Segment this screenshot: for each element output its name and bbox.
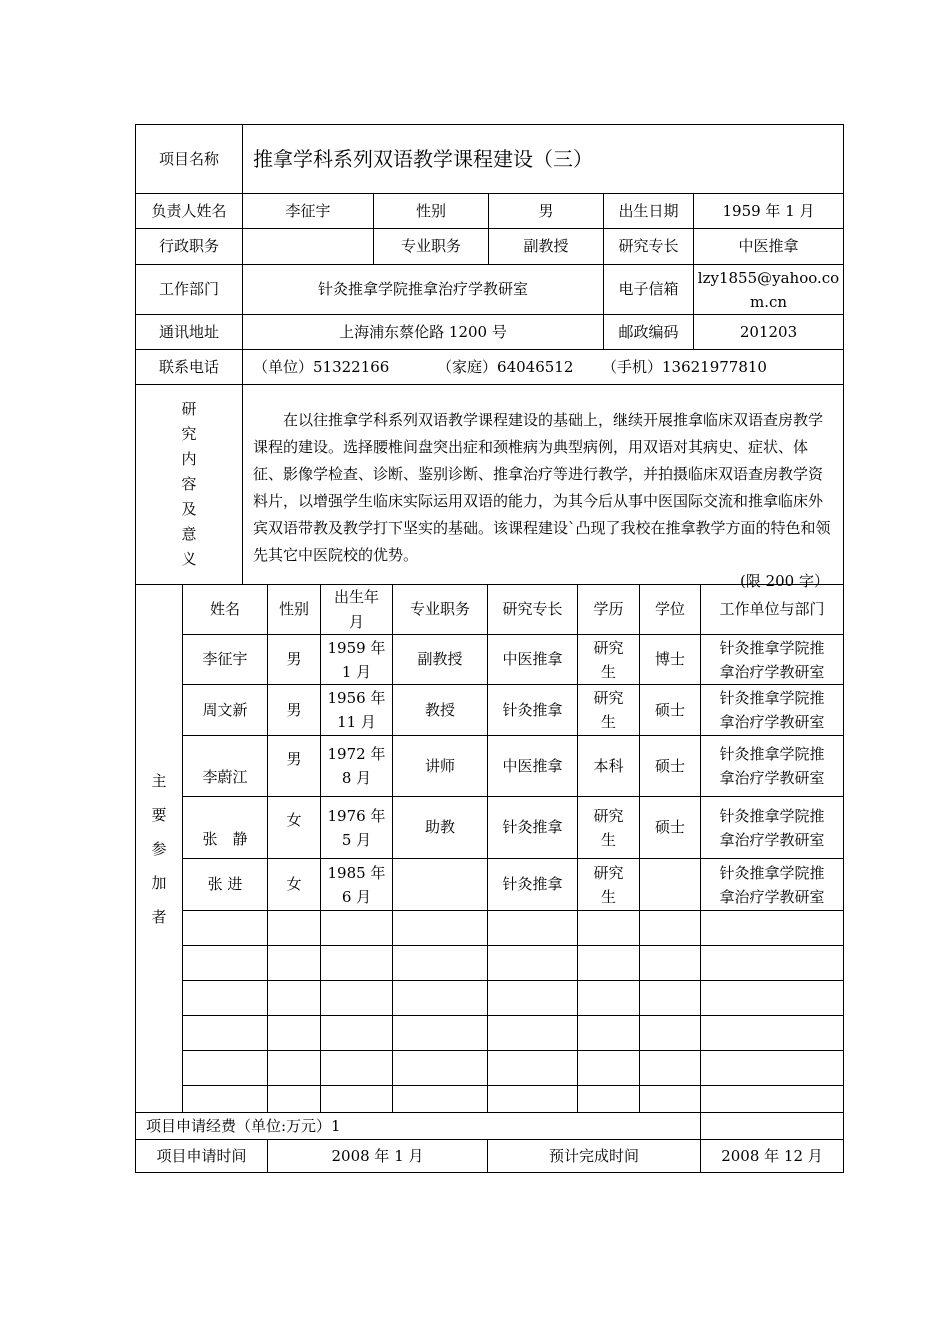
empty-table-cell — [321, 1016, 393, 1051]
empty-table-cell — [393, 1016, 488, 1051]
empty-table-cell — [183, 981, 268, 1016]
unit-part: 拿治疗学教研室 — [719, 662, 825, 681]
participants-label-char: 加 — [151, 873, 167, 892]
participant-unit — [701, 635, 843, 685]
empty-table-cell — [701, 981, 843, 1016]
research-label — [136, 385, 243, 585]
empty-table-cell — [321, 911, 393, 946]
unit-part: 针灸推拿学院推 — [719, 745, 825, 763]
empty-table-cell — [488, 911, 578, 946]
education-part: 本科 — [593, 757, 624, 775]
participant-title: 教授 — [393, 685, 488, 736]
empty-table-cell — [488, 946, 578, 981]
participant-specialty: 针灸推拿 — [488, 685, 578, 736]
header-specialty: 研究专长 — [488, 585, 578, 635]
participant-birth — [321, 635, 393, 685]
empty-table-cell — [183, 1016, 268, 1051]
empty-table-cell — [701, 946, 843, 981]
empty-table-cell — [578, 981, 640, 1016]
participant-specialty: 中医推拿 — [488, 635, 578, 685]
participant-education — [578, 859, 640, 911]
participant-specialty: 中医推拿 — [488, 736, 578, 797]
participant-degree: 硕士 — [640, 797, 701, 859]
empty-table-cell — [640, 946, 701, 981]
empty-table-cell — [268, 1086, 321, 1113]
header-title: 专业职务 — [393, 585, 488, 635]
leader-gender: 男 — [489, 194, 604, 229]
participant-specialty: 针灸推拿 — [488, 797, 578, 859]
email — [694, 265, 843, 315]
admin-title — [243, 229, 374, 265]
empty-table-cell — [183, 1051, 268, 1086]
participant-education — [578, 797, 640, 859]
funding-value — [701, 1113, 843, 1140]
birth-year: 1959 年 — [327, 638, 386, 657]
empty-table-cell — [640, 1051, 701, 1086]
empty-table-cell — [393, 981, 488, 1016]
participant-name: 李征宇 — [183, 635, 268, 685]
education-part: 研究 — [593, 689, 624, 707]
participant-unit — [701, 797, 843, 859]
empty-table-cell — [393, 946, 488, 981]
empty-table-cell — [321, 981, 393, 1016]
unit-part: 拿治疗学教研室 — [719, 769, 825, 787]
unit-part: 针灸推拿学院推 — [719, 638, 825, 657]
participant-degree — [640, 859, 701, 911]
participant-birth — [321, 859, 393, 911]
research-label-char: 研 — [181, 400, 197, 418]
empty-table-cell — [268, 1051, 321, 1086]
empty-table-cell — [640, 911, 701, 946]
email-line-1: lzy1855@yahoo.co — [697, 268, 840, 287]
address: 上海浦东蔡伦路 1200 号 — [243, 315, 604, 350]
empty-table-cell — [701, 1086, 843, 1113]
participant-title: 助教 — [393, 797, 488, 859]
empty-table-cell — [488, 1016, 578, 1051]
empty-table-cell — [488, 1086, 578, 1113]
participant-name: 周文新 — [183, 685, 268, 736]
participant-name: 张 进 — [183, 859, 268, 911]
research-label-char: 意 — [181, 525, 197, 543]
unit-part: 拿治疗学教研室 — [719, 830, 825, 849]
education-part: 研究 — [593, 638, 624, 657]
participant-unit — [701, 859, 843, 911]
participant-degree: 硕士 — [640, 736, 701, 797]
leader-name: 李征宇 — [243, 194, 374, 229]
unit-part: 针灸推拿学院推 — [719, 689, 825, 707]
apply-time: 2008 年 1 月 — [268, 1140, 488, 1172]
empty-table-cell — [701, 1051, 843, 1086]
participant-education — [578, 685, 640, 736]
participant-title: 副教授 — [393, 635, 488, 685]
participant-education — [578, 736, 640, 797]
gender-label: 性别 — [374, 194, 489, 229]
participants-label-char: 要 — [151, 805, 167, 824]
education-part: 生 — [600, 713, 616, 731]
specialty-label: 研究专长 — [604, 229, 694, 265]
empty-table-cell — [321, 1086, 393, 1113]
participants-label-char: 参 — [151, 839, 167, 858]
participants-label-char: 主 — [151, 771, 167, 790]
participant-title — [393, 859, 488, 911]
empty-table-cell — [268, 911, 321, 946]
participants-label-char: 者 — [151, 907, 167, 926]
leader-birth: 1959 年 1 月 — [694, 194, 843, 229]
participant-title: 讲师 — [393, 736, 488, 797]
professional-title-label: 专业职务 — [374, 229, 489, 265]
empty-table-cell — [268, 981, 321, 1016]
research-text: 在以往推拿学科系列双语教学课程建设的基础上，继续开展推拿临床双语查房教学课程的建设。选择腰椎间盘突出症和颈椎病为典型病例，用双语对其病史、症状、体征、影像学检查、诊断、鉴别诊断、推拿治疗等进行教学，并拍摄临床双语查房教学资料片，以增强学生临床实际运用双语的能力，为其今后从事中医国际交流和推拿临床外宾双语带教及教学打下坚实的基础。该课程建设`凸现了我校在推拿教学方面的特色和领先其它中医院校的优势。 — [253, 411, 831, 564]
postcode: 201203 — [694, 315, 843, 350]
participant-gender: 男 — [268, 736, 321, 797]
education-part: 研究 — [593, 863, 624, 882]
header-unit: 工作单位与部门 — [701, 585, 843, 635]
research-label-char: 及 — [181, 500, 197, 518]
unit-part: 拿治疗学教研室 — [719, 713, 825, 731]
department: 针灸推拿学院推拿治疗学教研室 — [243, 265, 604, 315]
participant-gender: 女 — [268, 859, 321, 911]
leader-name-label: 负责人姓名 — [136, 194, 243, 229]
birth-month: 5 月 — [341, 830, 372, 849]
participant-name: 李蔚江 — [183, 736, 268, 797]
research-label-char: 义 — [181, 550, 197, 568]
empty-table-cell — [393, 911, 488, 946]
funding-label: 项目申请经费（单位:万元）1 — [136, 1113, 701, 1140]
empty-table-cell — [578, 911, 640, 946]
education-part: 生 — [600, 662, 616, 681]
email-line-2: m.cn — [749, 292, 788, 311]
empty-table-cell — [578, 1051, 640, 1086]
word-limit: (限 200 字） — [739, 572, 829, 590]
birth-month: 8 月 — [341, 769, 372, 787]
birth-month: 1 月 — [341, 662, 372, 681]
participant-birth — [321, 797, 393, 859]
unit-part: 拿治疗学教研室 — [719, 887, 825, 906]
empty-table-cell — [488, 981, 578, 1016]
email-label: 电子信箱 — [604, 265, 694, 315]
phone-label: 联系电话 — [136, 350, 243, 385]
application-form — [135, 124, 844, 1173]
unit-part: 针灸推拿学院推 — [719, 863, 825, 882]
empty-table-cell — [183, 1086, 268, 1113]
empty-table-cell — [321, 946, 393, 981]
empty-table-cell — [268, 1016, 321, 1051]
research-content — [243, 385, 843, 590]
unit-part: 针灸推拿学院推 — [719, 806, 825, 825]
header-birth: 出生年月 — [321, 585, 393, 635]
participant-name: 张 静 — [183, 797, 268, 859]
empty-table-cell — [578, 1086, 640, 1113]
education-part: 生 — [600, 887, 616, 906]
empty-table-cell — [321, 1051, 393, 1086]
empty-table-cell — [393, 1051, 488, 1086]
birth-month: 11 月 — [337, 713, 376, 731]
participant-unit — [701, 685, 843, 736]
birth-year: 1956 年 — [327, 689, 386, 707]
education-part: 研究 — [593, 806, 624, 825]
participants-label — [136, 585, 183, 1113]
address-label: 通讯地址 — [136, 315, 243, 350]
empty-table-cell — [701, 1016, 843, 1051]
project-name-value: 推拿学科系列双语教学课程建设（三） — [243, 125, 843, 194]
admin-title-label: 行政职务 — [136, 229, 243, 265]
participant-degree: 博士 — [640, 635, 701, 685]
research-label-char: 容 — [181, 475, 197, 493]
empty-table-cell — [640, 1086, 701, 1113]
finish-time-label: 预计完成时间 — [488, 1140, 701, 1172]
participant-gender: 男 — [268, 635, 321, 685]
participant-specialty: 针灸推拿 — [488, 859, 578, 911]
research-label-char: 究 — [181, 425, 197, 443]
participant-education — [578, 635, 640, 685]
birth-label: 出生日期 — [604, 194, 694, 229]
participant-degree: 硕士 — [640, 685, 701, 736]
education-part: 生 — [600, 830, 616, 849]
participant-birth — [321, 685, 393, 736]
participant-birth — [321, 736, 393, 797]
participant-gender: 女 — [268, 797, 321, 859]
participant-unit — [701, 736, 843, 797]
empty-table-cell — [578, 1016, 640, 1051]
birth-month: 6 月 — [341, 887, 372, 906]
apply-time-label: 项目申请时间 — [136, 1140, 268, 1172]
birth-year: 1985 年 — [327, 863, 386, 882]
header-name: 姓名 — [183, 585, 268, 635]
phone: （单位）51322166 （家庭）64046512 （手机）13621977810 — [243, 350, 843, 385]
header-gender: 性别 — [268, 585, 321, 635]
header-degree: 学位 — [640, 585, 701, 635]
header-education: 学历 — [578, 585, 640, 635]
empty-table-cell — [701, 911, 843, 946]
finish-time: 2008 年 12 月 — [721, 1146, 823, 1165]
birth-year: 1972 年 — [327, 745, 386, 763]
participant-gender: 男 — [268, 685, 321, 736]
empty-table-cell — [183, 911, 268, 946]
empty-table-cell — [488, 1051, 578, 1086]
birth-year: 1976 年 — [327, 806, 386, 825]
empty-table-cell — [393, 1086, 488, 1113]
postcode-label: 邮政编码 — [604, 315, 694, 350]
research-label-char: 内 — [181, 450, 197, 468]
empty-table-cell — [640, 981, 701, 1016]
department-label: 工作部门 — [136, 265, 243, 315]
leader-specialty: 中医推拿 — [694, 229, 843, 265]
empty-table-cell — [578, 946, 640, 981]
project-name-label: 项目名称 — [136, 125, 243, 194]
empty-table-cell — [183, 946, 268, 981]
empty-table-cell — [640, 1016, 701, 1051]
professional-title: 副教授 — [489, 229, 604, 265]
empty-table-cell — [268, 946, 321, 981]
